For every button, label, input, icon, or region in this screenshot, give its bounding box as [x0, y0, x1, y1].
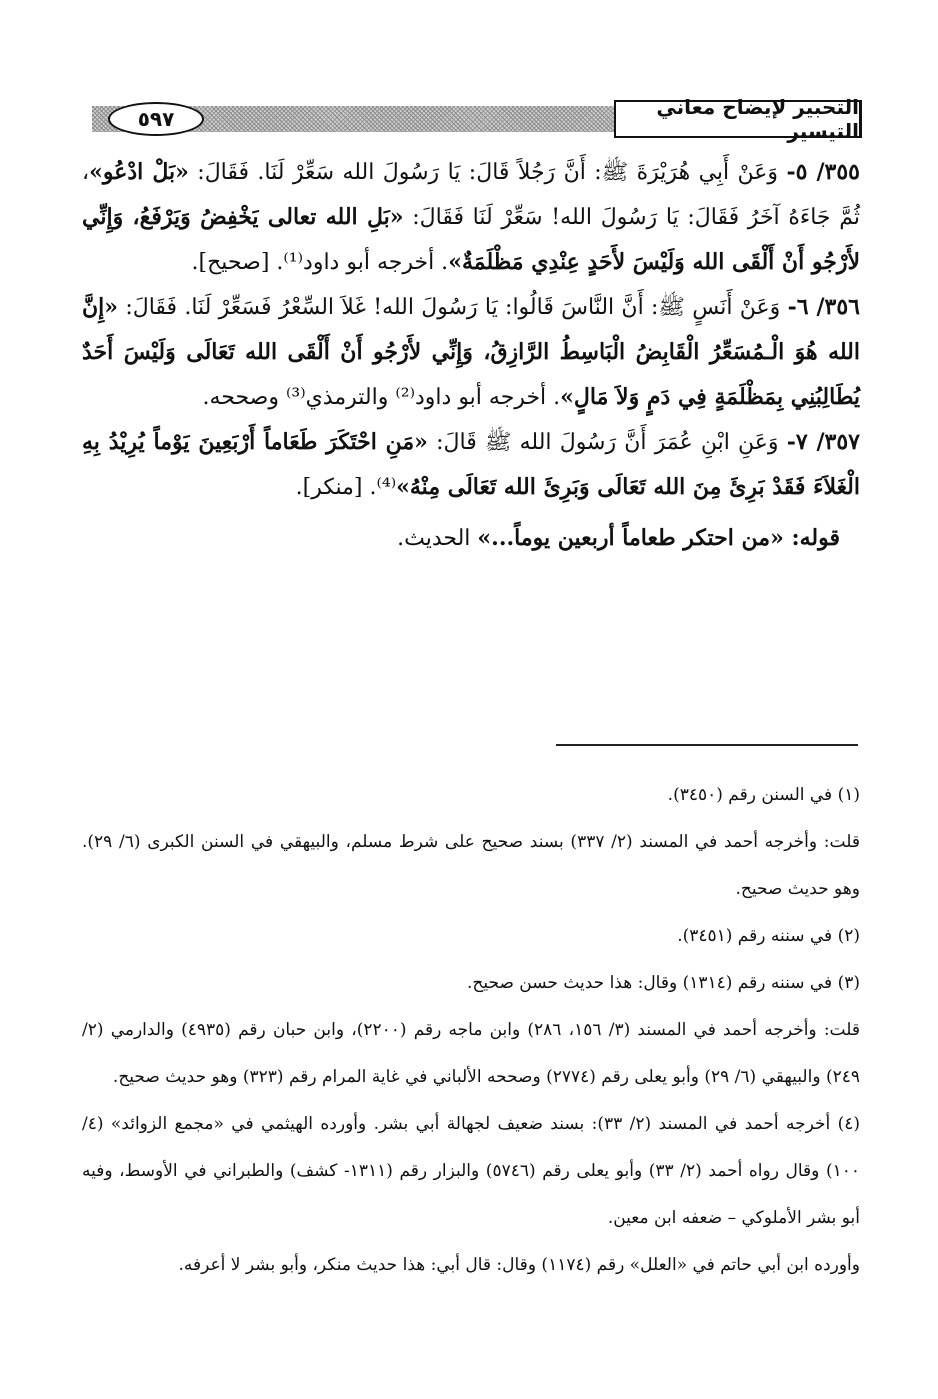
- page-header: [92, 95, 862, 143]
- hadith-narration: وَعَنْ أَبِي هُرَيْرَةَ ﷺ: أَنَّ رَجُلاً قَالَ: يَا رَسُولَ الله سَعِّرْ لَنَا. فَقَالَ:: [188, 160, 787, 185]
- footnotes: [82, 772, 860, 1289]
- hadith-narration-continued: ، ثُمَّ جَاءَهُ آخَرُ فَقَالَ: يَا رَسُولَ الله! سَعِّرْ لَنَا فَقَالَ:: [82, 160, 860, 230]
- hadith-356: [82, 285, 860, 420]
- hadith-quote: «مَنِ احْتَكَرَ طَعَاماً أَرْبَعِينَ يَوْماً يُرِيْدُ بِهِ الْغَلاَءَ فَقَدْ بَرِئَ مِنَ الله تَعَالَى وَبَرِئَ الله تَعَالَى مِنْهُ»: [82, 429, 860, 500]
- footnote-4-note: وأورده ابن أبي حاتم في «العلل» رقم (١١٧٤) وقال: قال أبي: هذا حديث منكر، وأبو بشر لا أعرفه.: [178, 1255, 860, 1275]
- commentary-quote: قوله: «من احتكر طعاماً أربعين يوماً...»: [477, 525, 840, 551]
- hadith-number: ٣٥٥/ ٥-: [786, 159, 860, 185]
- footnote-1-note: قلت: وأخرجه أحمد في المسند (٢/ ٣٣٧) بسند صحيح على شرط مسلم، والبيهقي في السنن الكبرى (٦/ ٢٩). وهو حديث صحيح.: [82, 832, 860, 899]
- hadith-quote: «بَلْ ادْعُو»: [89, 159, 189, 185]
- hadith-355: [82, 150, 860, 285]
- book-title: التحبير لإيضاح معاني التيسير: [656, 95, 859, 143]
- commentary-heading: [82, 516, 860, 561]
- footnote-3-note: قلت: وأخرجه أحمد في المسند (٣/ ١٥٦، ٢٨٦) وابن ماجه رقم (٢٢٠٠)، وابن حبان رقم (٤٩٣٥) والدارمي (٢/ ٢٤٩) والبيهقي (٦/ ٢٩) وأبو يعلى رقم (٢٧٧٤) وصححه الألباني في غاية المرام رقم (٣٢٣) وهو حديث صحيح.: [82, 1020, 860, 1087]
- footnote-4: (٤) أخرجه أحمد في المسند (٢/ ٣٣): بسند ضعيف لجهالة أبي بشر. وأورده الهيثمي في «مجمع الزوائد» (٤/ ١٠٠) وقال رواه أحمد (٢/ ٣٣) وأبو يعلى رقم (٥٧٤٦) والبزار رقم (١٣١١- كشف) والطبراني في الأوسط، وفيه أبو بشر الأملوكي – ضعفه ابن معين.: [82, 1114, 860, 1228]
- hadith-narration: وَعَنِ ابْنِ عُمَرَ أَنَّ رَسُولَ الله ﷺ قَالَ:: [427, 430, 787, 455]
- page-number: ٥٩٧: [137, 107, 175, 131]
- hadith-quote: «إِنَّ الله هُوَ الْـمُسَعِّرُ الْقَابِضُ الْبَاسِطُ الرَّازِقُ، وَإِنِّي لأَرْجُو أَنْ أَلْقَى الله تَعَالَى وَلَيْسَ أَحَدٌ يُطَالِبُنِي بِمَظْلَمَةٍ فِي دَمٍ وَلاَ مَالٍ»: [82, 294, 860, 410]
- page-number-oval: [108, 102, 204, 136]
- commentary-rest: الحديث.: [397, 526, 478, 551]
- hadith-quote: «بَلِ الله تعالى يَخْفِضُ وَيَرْفَعُ، وَإِنِّي لأَرْجُو أَنْ أَلْقَى الله وَلَيْسَ لأَحَدٍ عِنْدِي مَظْلَمَةٌ»: [82, 204, 860, 275]
- hadith-number: ٣٥٧/ ٧-: [786, 429, 860, 455]
- hadith-number: ٣٥٦/ ٦-: [787, 294, 860, 320]
- footnote-3: (٣) في سننه رقم (١٣١٤) وقال: هذا حديث حسن صحيح.: [466, 973, 860, 993]
- footnote-separator: [556, 744, 858, 746]
- hadith-source: . أخرجه أبو داود⁽¹⁾. [صحيح].: [191, 250, 449, 275]
- hadith-357: [82, 420, 860, 510]
- book-title-box: [614, 95, 862, 143]
- main-text: [82, 150, 860, 561]
- hadith-source: ⁽⁴⁾. [منكر].: [295, 475, 397, 500]
- hadith-source: . أخرجه أبو داود⁽²⁾ والترمذي⁽³⁾ وصححه.: [202, 385, 561, 410]
- footnote-1: (١) في السنن رقم (٣٤٥٠).: [667, 785, 860, 805]
- footnote-2: (٢) في سننه رقم (٣٤٥١).: [677, 926, 860, 946]
- hadith-narration: وَعَنْ أَنَسٍ ﷺ: أَنَّ النَّاسَ قَالُوا: يَا رَسُولَ الله! غَلاَ السِّعْرُ فَسَعِّرْ لَنَا. فَقَالَ:: [118, 295, 788, 320]
